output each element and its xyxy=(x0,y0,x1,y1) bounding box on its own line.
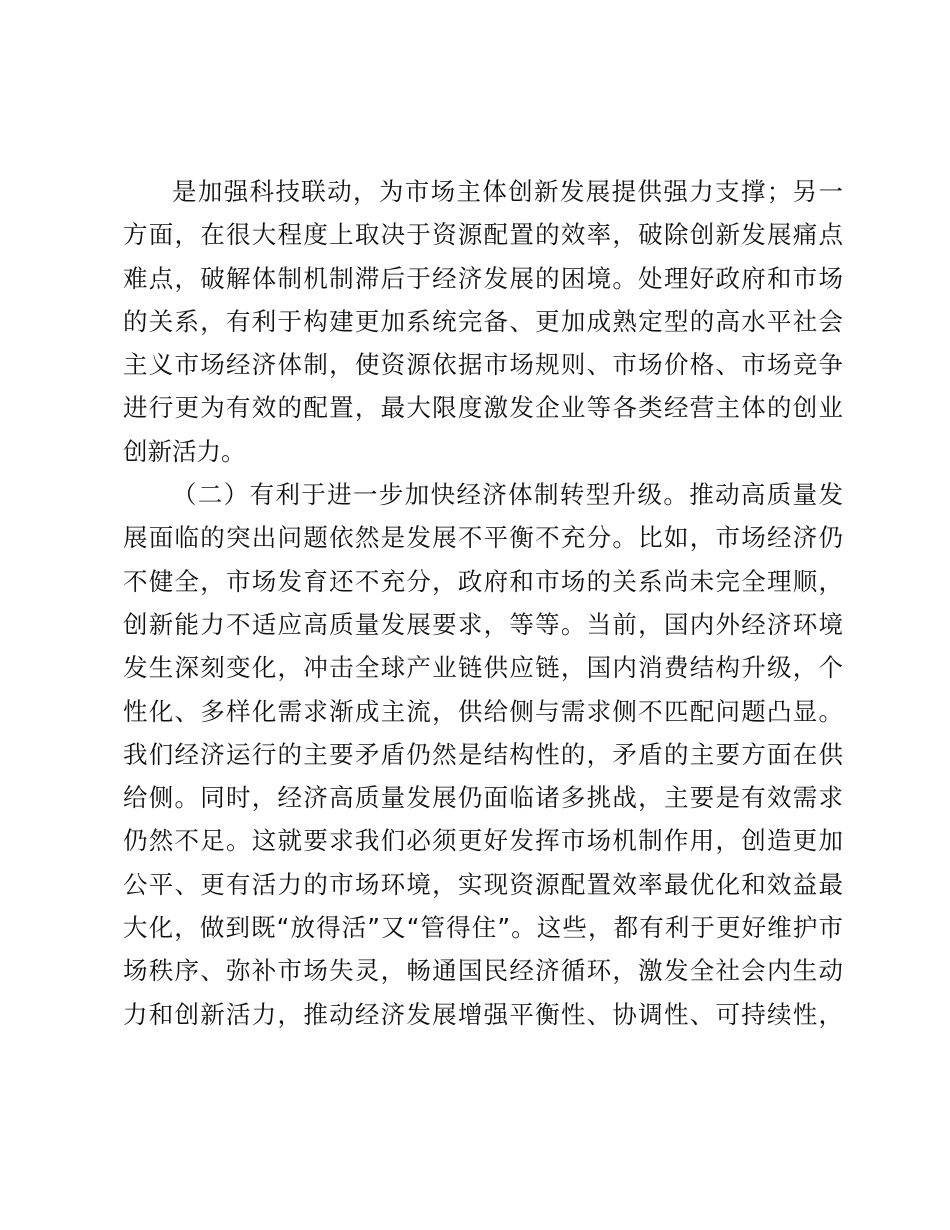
body-text xyxy=(123,170,843,1036)
text-line: 我们经济运行的主要矛盾仍然是结构性的，矛盾的主要方面在供 xyxy=(123,739,843,769)
text-line: 公平、更有活力的市场环境，实现资源配置效率最优化和效益最 xyxy=(123,869,843,899)
text-line: 的关系，有利于构建更加系统完备、更加成熟定型的高水平社会 xyxy=(123,306,843,336)
text-line: 发生深刻变化，冲击全球产业链供应链，国内消费结构升级，个 xyxy=(123,653,843,683)
text-line: 性化、多样化需求渐成主流，供给侧与需求侧不匹配问题凸显。 xyxy=(123,696,843,726)
text-line: 给侧。同时，经济高质量发展仍面临诸多挑战，主要是有效需求 xyxy=(123,783,843,813)
text-line: 方面，在很大程度上取决于资源配置的效率，破除创新发展痛点 xyxy=(123,220,843,250)
text-line: 创新活力。 xyxy=(123,436,246,466)
text-line: 是加强科技联动，为市场主体创新发展提供强力支撑；另一 xyxy=(172,177,843,206)
text-line: 不健全，市场发育还不充分，政府和市场的关系尚未完全理顺， xyxy=(123,566,843,596)
text-line: 力和创新活力，推动经济发展增强平衡性、协调性、可持续性， xyxy=(123,999,843,1029)
text-line: 难点，破解体制机制滞后于经济发展的困境。处理好政府和市场 xyxy=(123,263,843,293)
text-line: 主义市场经济体制，使资源依据市场规则、市场价格、市场竞争 xyxy=(123,350,843,380)
text-line: 展面临的突出问题依然是发展不平衡不充分。比如，市场经济仍 xyxy=(123,523,843,553)
text-line: 场秩序、弥补市场失灵，畅通国民经济循环，激发全社会内生动 xyxy=(123,956,843,986)
text-line: 大化，做到既“放得活”又“管得住”。这些，都有利于更好维护市 xyxy=(123,913,843,943)
text-line: 创新能力不适应高质量发展要求，等等。当前，国内外经济环境 xyxy=(123,609,843,639)
text-line: 仍然不足。这就要求我们必须更好发挥市场机制作用，创造更加 xyxy=(123,826,843,856)
text-line: （二）有利于进一步加快经济体制转型升级。推动高质量发 xyxy=(172,480,843,510)
text-line: 进行更为有效的配置，最大限度激发企业等各类经营主体的创业 xyxy=(123,393,843,423)
